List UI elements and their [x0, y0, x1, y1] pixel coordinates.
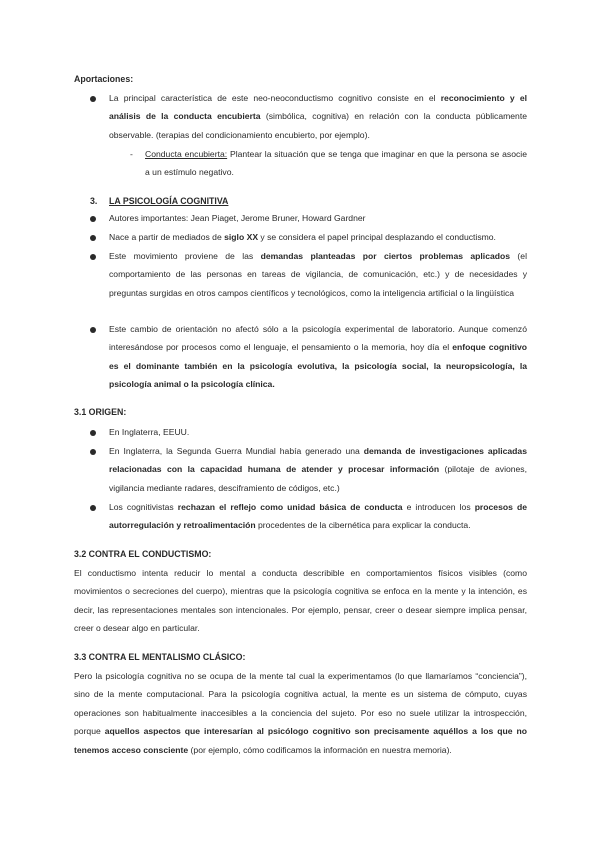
- bullet-icon: [90, 235, 96, 241]
- heading-origen: 3.1 ORIGEN:: [74, 407, 127, 417]
- section-number: 3.: [90, 196, 98, 206]
- section3-bullet-1: Autores importantes: Jean Piaget, Jerome Bruner, Howard Gardner: [109, 213, 366, 223]
- bullet-icon: [90, 96, 96, 102]
- bullet-icon: [90, 449, 96, 455]
- origen-bullet-2: En Inglaterra, la Segunda Guerra Mundial había generado una demanda de investigaciones aplicadas relacionadas con la capacidad humana de atender y procesar información (pilotaje de aviones, vigilancia mediante radares, desciframiento de códigos, etc.): [109, 446, 527, 493]
- aportaciones-bullet-1: La principal característica de este neo-neoconductismo cognitivo consiste en el reconocimiento y el análisis de la conducta encubierta (simbólica, cognitiva) en relación con la conducta públicamente observable. (terapias del condicionamiento encubierto, por ejemplo).: [109, 93, 527, 140]
- bullet-icon: [90, 327, 96, 333]
- bullet-icon: [90, 430, 96, 436]
- heading-contra-mentalismo: 3.3 CONTRA EL MENTALISMO CLÁSICO:: [74, 652, 246, 662]
- section-title: LA PSICOLOGÍA COGNITIVA: [109, 196, 229, 206]
- origen-bullet-3: Los cognitivistas rechazan el reflejo como unidad básica de conducta e introducen los procesos de autorregulación y retroalimentación procedentes de la cibernética para explicar la conducta.: [109, 502, 527, 531]
- section3-bullet-2: Nace a partir de mediados de siglo XX y se considera el papel principal desplazando el conductismo.: [109, 232, 496, 242]
- bullet-icon: [90, 254, 96, 260]
- origen-bullet-1: En Inglaterra, EEUU.: [109, 427, 190, 437]
- heading-aportaciones: Aportaciones:: [74, 74, 134, 84]
- bullet-icon: [90, 505, 96, 511]
- bullet-icon: [90, 216, 96, 222]
- section3-bullet-3: Este movimiento proviene de las demandas planteadas por ciertos problemas aplicados (el comportamiento de las personas en tareas de vigilancia, de comunicación, etc.) y de necesidades y preguntas surgidas en otros campos científicos y tecnológicos, como la inteligencia artificial o la lingüística: [109, 251, 527, 298]
- heading-contra-conductismo: 3.2 CONTRA EL CONDUCTISMO:: [74, 549, 212, 559]
- paragraph-contra-conductismo: El conductismo intenta reducir lo mental a conducta describible en comportamientos físicos visibles (como movimientos o secreciones del cuerpo), mientras que la psicología cognitiva se enfoca en la mente y la intención, es decir, las representaciones mentales son intencionales. Por ejemplo, pensar, creer o desear siempre implica pensar, creer o desear algo en particular.: [74, 568, 527, 634]
- dash-icon: -: [130, 149, 133, 159]
- paragraph-contra-mentalismo: Pero la psicología cognitiva no se ocupa de la mente tal cual la experimentamos (lo que llamaríamos “conciencia”), sino de la mente computacional. Para la psicología cognitiva actual, la mente es un sistema de cómputo, cuyas operaciones son habitualmente inaccesibles a la conciencia del sujeto. Por eso no suele utilizar la introspección, porque aquellos aspectos que interesarían al psicólogo cognitivo son precisamente aquéllos a los que no tenemos acceso consciente (por ejemplo, cómo codificamos la información en nuestra memoria).: [74, 671, 527, 755]
- section3-bullet-4: Este cambio de orientación no afectó sólo a la psicología experimental de laboratorio. Aunque comenzó interesándose por procesos como el lenguaje, el pensamiento o la memoria, hoy día el enfoque cognitivo es el dominante también en la psicología evolutiva, la psicología social, la neuropsicología, la psicología animal o la psicología clínica.: [109, 324, 528, 390]
- aportaciones-subitem: Conducta encubierta: Plantear la situación que se tenga que imaginar en que la persona se asocie a un estímulo negativo.: [145, 149, 527, 178]
